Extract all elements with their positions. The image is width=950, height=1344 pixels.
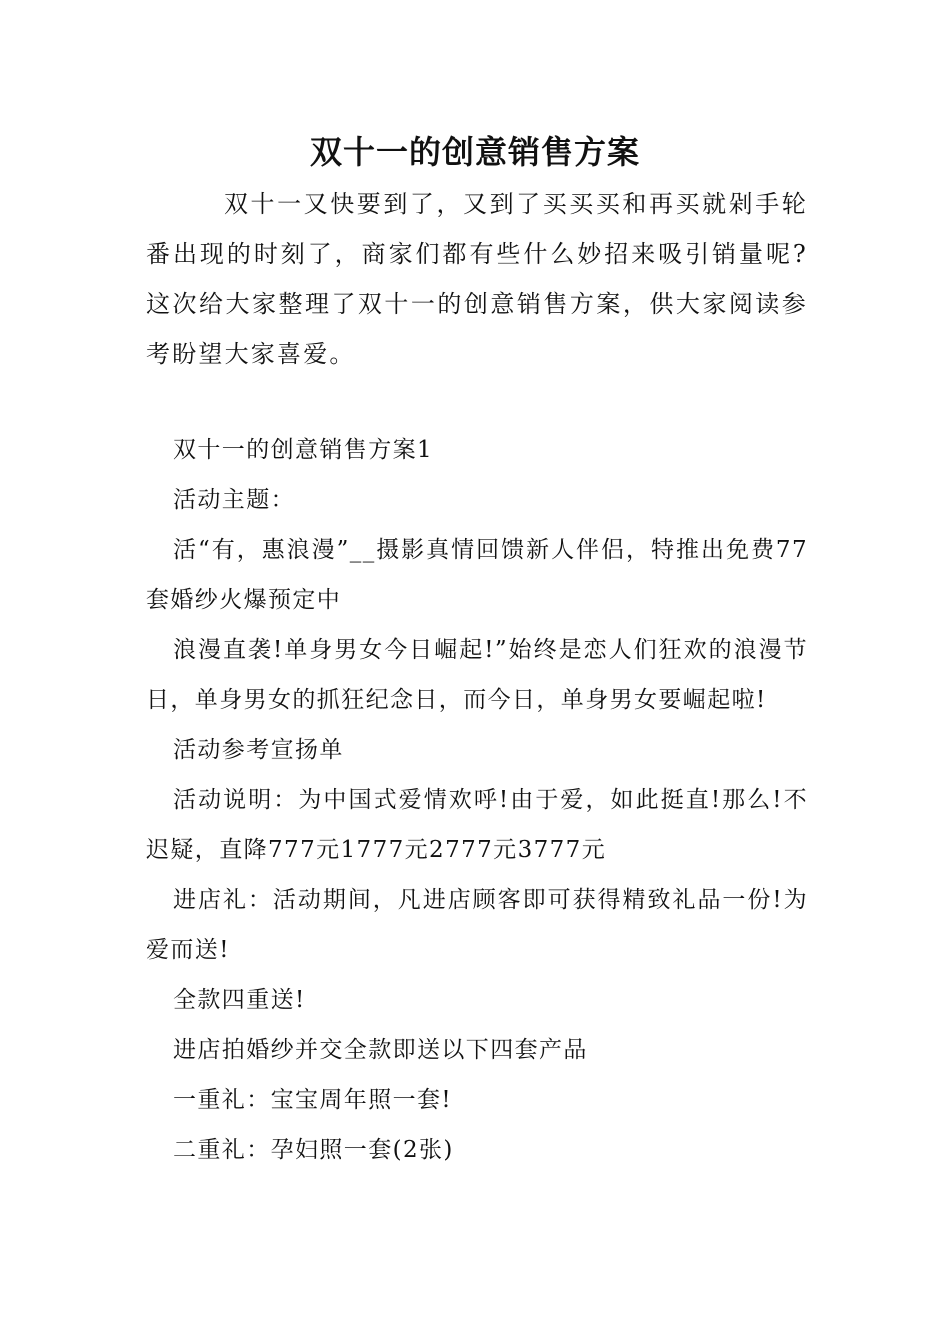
- document-title: 双十一的创意销售方案: [309, 133, 640, 171]
- body-paragraph: 活“有，惠浪漫”__摄影真情回馈新人伴侣，特推出免费77套婚纱火爆预定中: [146, 537, 808, 613]
- body-paragraph: 进店拍婚纱并交全款即送以下四套产品: [173, 1037, 588, 1063]
- body-paragraph: 浪漫直袭!单身男女今日崛起!”始终是恋人们狂欢的浪漫节日，单身男女的抓狂纪念日，而今日，单身男女要崛起啦!: [146, 637, 808, 713]
- body-paragraph: 活动主题：: [173, 487, 295, 513]
- body-paragraph: 活动参考宣扬单: [173, 737, 344, 763]
- section-heading: 双十一的创意销售方案1: [173, 437, 434, 463]
- body-paragraph: 活动说明：为中国式爱情欢呼!由于爱，如此挺直!那么!不迟疑，直降777元1777元2777元3777元: [146, 787, 808, 863]
- body-paragraph: 全款四重送!: [173, 987, 306, 1013]
- document-body: [146, 425, 808, 1175]
- body-paragraph: 进店礼：活动期间，凡进店顾客即可获得精致礼品一份!为爱而送!: [146, 887, 808, 963]
- body-paragraph: 一重礼：宝宝周年照一套!: [173, 1087, 453, 1113]
- intro-paragraph: 双十一又快要到了，又到了买买买和再买就剁手轮番出现的时刻了，商家们都有些什么妙招来吸引销量呢?这次给大家整理了双十一的创意销售方案，供大家阅读参考盼望大家喜爱。: [146, 190, 808, 368]
- body-paragraph: 二重礼：孕妇照一套(2张): [173, 1137, 454, 1163]
